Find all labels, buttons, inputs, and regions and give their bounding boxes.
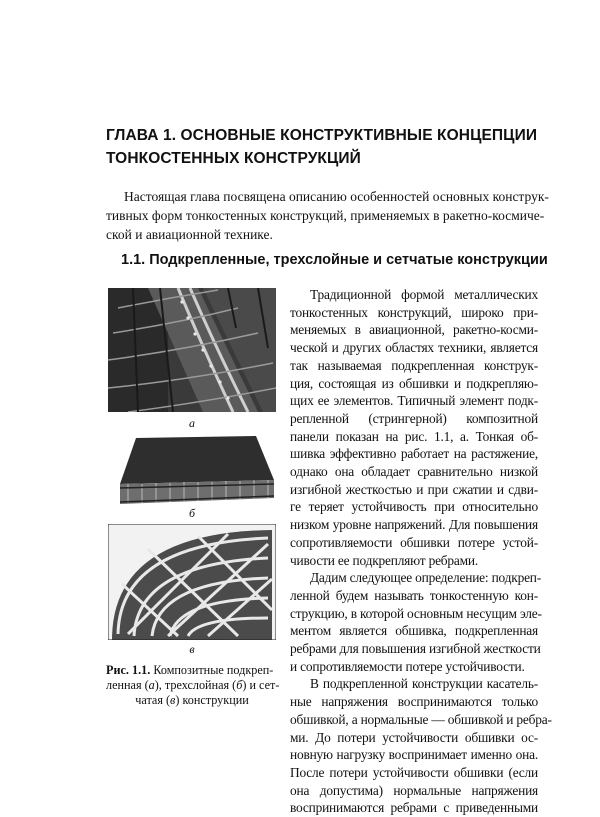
lattice-structure-photo	[108, 524, 276, 640]
chapter-title-line-1: ГЛАВА 1. ОСНОВНЫЕ КОНСТРУКТИВНЫЕ КОНЦЕПЦИИ	[106, 127, 538, 144]
caption-ref-a: а	[148, 678, 155, 692]
body-line: ментом является обшивка, подкрепленная	[290, 623, 538, 639]
body-line: ленной будем называть тонкостенную кон-	[290, 587, 538, 603]
sandwich-panel-photo	[108, 432, 276, 514]
body-line: Традиционной формой металлических	[310, 287, 538, 302]
chapter-title-line-2: ТОНКОСТЕННЫХ КОНСТРУКЦИЙ	[106, 150, 361, 167]
paragraph-2	[290, 569, 542, 675]
body-line: После потери устойчивости обшивки (если	[290, 764, 538, 780]
paragraph-1	[290, 286, 538, 569]
body-line: и сопротивляемости потере устойчивости.	[290, 658, 525, 674]
section-heading: 1.1. Подкрепленные, трехслойные и сетчатые конструкции	[121, 252, 548, 268]
body-line: В подкрепленной конструкции касатель-	[310, 676, 538, 692]
body-line: так называемая подкрепленная конструк-	[290, 357, 538, 373]
intro-line: тивных форм тонкостенных конструкций, применяемых в ракетно-космиче-	[106, 208, 545, 223]
body-line: струкцию, в которой основным несущим эле-	[290, 605, 542, 621]
body-line: панели показан на рис. 1.1, а. Тонкая об-	[290, 428, 538, 444]
body-line: она допустима) нормальные напряжения	[290, 782, 538, 798]
caption-text: ) и сет-	[242, 678, 280, 692]
body-line: ция, состоящая из обшивки и подкрепляю-	[290, 375, 538, 391]
figure-label-b: б	[188, 506, 196, 520]
caption-text: Композитные подкреп-	[150, 663, 274, 677]
figure-label-c: в	[189, 642, 195, 656]
body-line: чивости ее подкрепляют ребрами.	[290, 552, 479, 568]
caption-ref-b: б	[236, 678, 243, 692]
body-line: обшивкой, а нормальные — обшивкой и ребра-	[290, 711, 552, 727]
body-line: ми. До потери устойчивости обшивки ос-	[290, 729, 538, 745]
body-line: ные напряжения воспринимаются только	[290, 694, 538, 710]
body-line: сопротивляемости обшивки потере устой-	[290, 534, 538, 550]
stiffened-panel-photo	[108, 288, 276, 412]
body-line: ге теряет устойчивость при относительно	[290, 499, 538, 515]
body-line: репленной (стрингерной) композитной	[290, 410, 538, 426]
body-line: ребрами для повышения изгибной жесткости	[290, 641, 541, 657]
body-line: низком уровне напряжений. Для повышения	[290, 517, 538, 533]
chapter-title	[106, 124, 546, 170]
caption-text: чатая (	[135, 693, 171, 707]
figure-caption	[106, 663, 278, 708]
caption-text: ленная (	[106, 678, 149, 692]
figure-label-a: а	[189, 416, 195, 430]
paragraph-3	[290, 675, 552, 817]
intro-paragraph	[106, 187, 549, 244]
body-line: однако она обладает сравнительно низкой	[290, 464, 538, 480]
body-text	[290, 286, 552, 817]
body-line: щих ее элементов. Типичный элемент подк-	[290, 393, 538, 409]
body-line: ческой и других областях техники, является	[290, 340, 538, 356]
body-line: изгибной жесткостью и при сжатии и сдви-	[290, 481, 538, 497]
body-line: тонкостенных конструкций, широко при-	[290, 304, 538, 320]
caption-text: ) конструкции	[175, 693, 249, 707]
body-line: новную нагрузку воспринимает именно она.	[290, 747, 538, 763]
intro-line: ской и авиационной технике.	[106, 227, 273, 242]
body-line: меняемых в авиационной, ракетно-косми-	[290, 322, 538, 338]
caption-text: ), трехслойная (	[154, 678, 237, 692]
body-line: Дадим следующее определение: подкреп-	[310, 570, 542, 586]
body-line: шивка эффективно работает на растяжение,	[290, 446, 538, 462]
intro-line: Настоящая глава посвящена описанию особенностей основных конструк-	[124, 189, 549, 204]
body-line: воспринимаются ребрами с приведенными	[290, 800, 538, 816]
caption-number: Рис. 1.1.	[106, 663, 151, 677]
caption-ref-c: в	[170, 693, 176, 707]
